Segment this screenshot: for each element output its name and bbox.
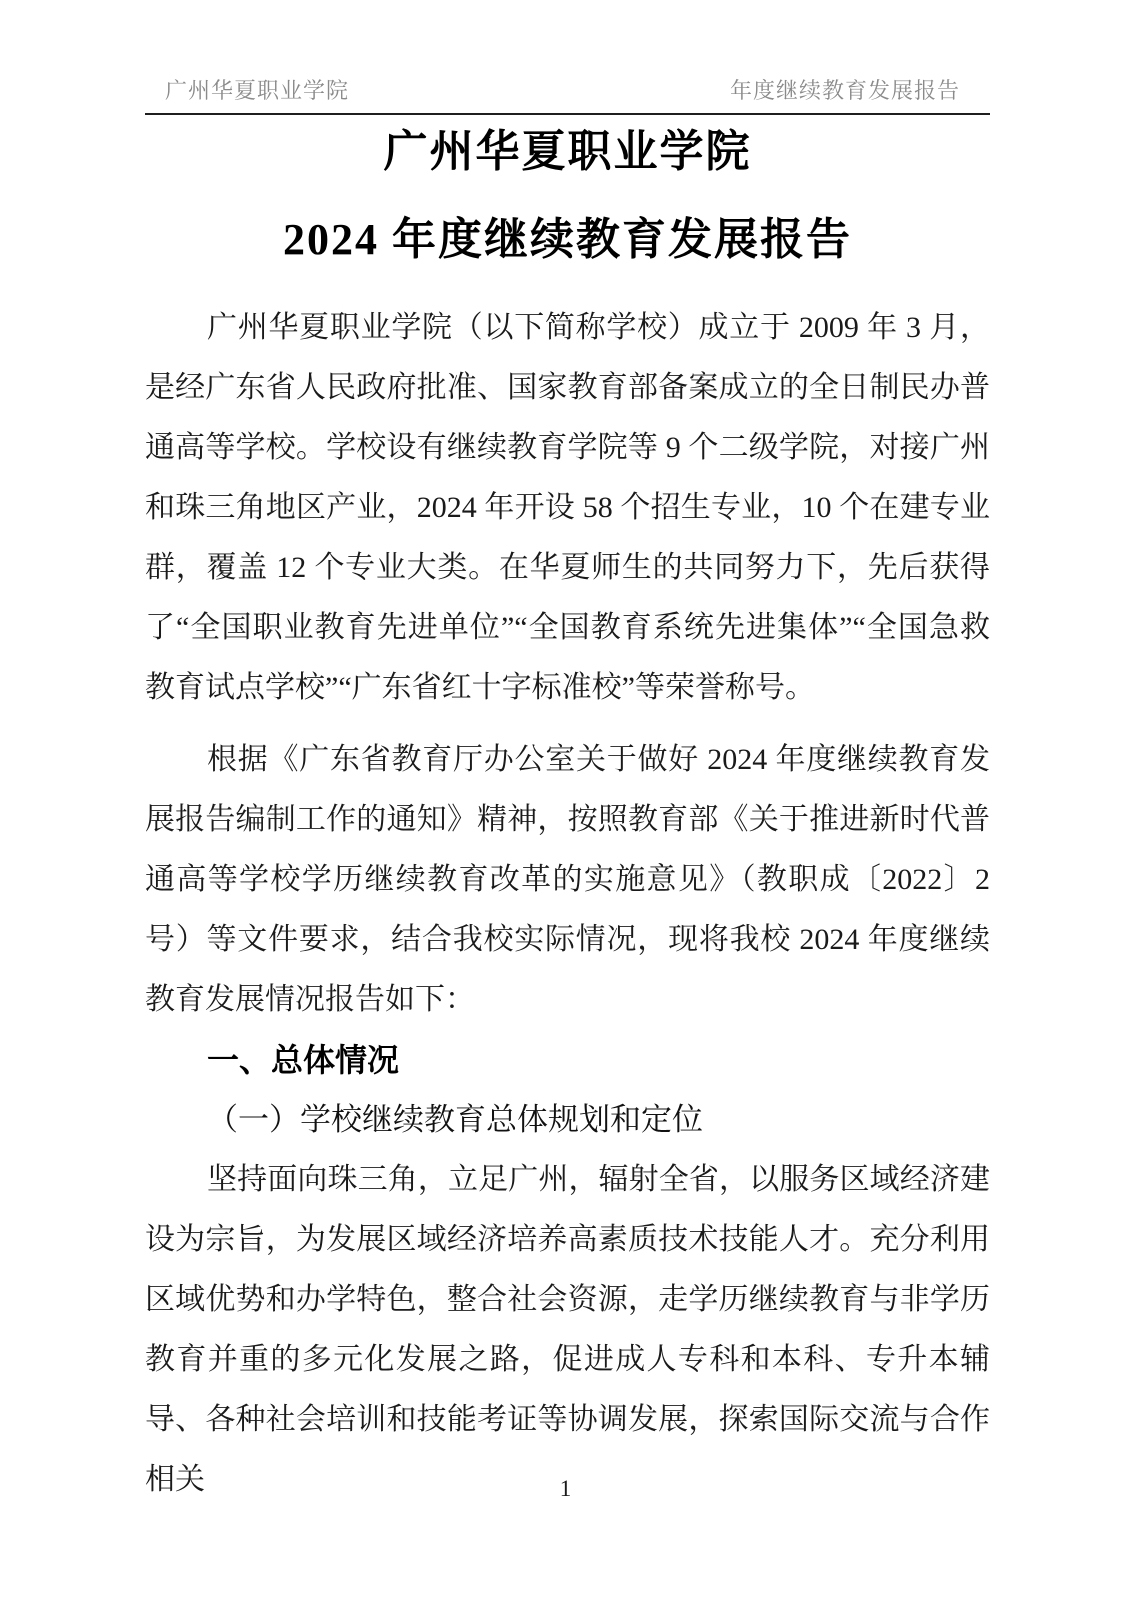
page-header <box>145 74 990 115</box>
document-title-line1: 广州华夏职业学院 <box>383 127 752 176</box>
page-footer <box>0 1476 1131 1502</box>
subsection-heading-planning-positioning: （一）学校继续教育总体规划和定位 <box>207 1102 703 1137</box>
paragraph-report-basis: 根据《广东省教育厅办公室关于做好 2024 年度继续教育发展报告编制工作的通知》精神，按照教育部《关于推进新时代普通高等学校学历继续教育改革的实施意见》（教职成〔2022〕2 号）等文件要求，结合我校实际情况，现将我校 2024 年度继续教育发展情况报告如下： <box>145 743 990 1016</box>
section-heading-overall-situation: 一、总体情况 <box>207 1042 400 1078</box>
paragraph-positioning: 坚持面向珠三角，立足广州，辐射全省，以服务区域经济建设为宗旨，为发展区域经济培养高素质技术技能人才。充分利用区域优势和办学特色，整合社会资源，走学历继续教育与非学历教育并重的多元化发展之路，促进成人专科和本科、专升本辅导、各种社会培训和技能考证等协调发展，探索国际交流与合作相关 <box>145 1163 990 1496</box>
document-title-line2: 2024 年度继续教育发展报告 <box>283 215 852 264</box>
page-number: 1 <box>559 1476 572 1501</box>
document-content <box>145 110 990 1510</box>
header-report-name: 年度继续教育发展报告 <box>729 78 960 103</box>
paragraph-school-intro: 广州华夏职业学院（以下简称学校）成立于 2009 年 3 月，是经广东省人民政府批准、国家教育部备案成立的全日制民办普通高等学校。学校设有继续教育学院等 9 个二级学院，对接广州和珠三角地区产业，2024 年开设 58 个招生专业，10 个在建专业群，覆盖 12 个专业大类。在华夏师生的共同努力下，先后获得了“全国职业教育先进单位”“全国教育系统先进集体”“全国急救教育试点学校”“广东省红十字标准校”等荣誉称号。 <box>145 311 990 704</box>
header-school-name: 广州华夏职业学院 <box>165 78 350 103</box>
